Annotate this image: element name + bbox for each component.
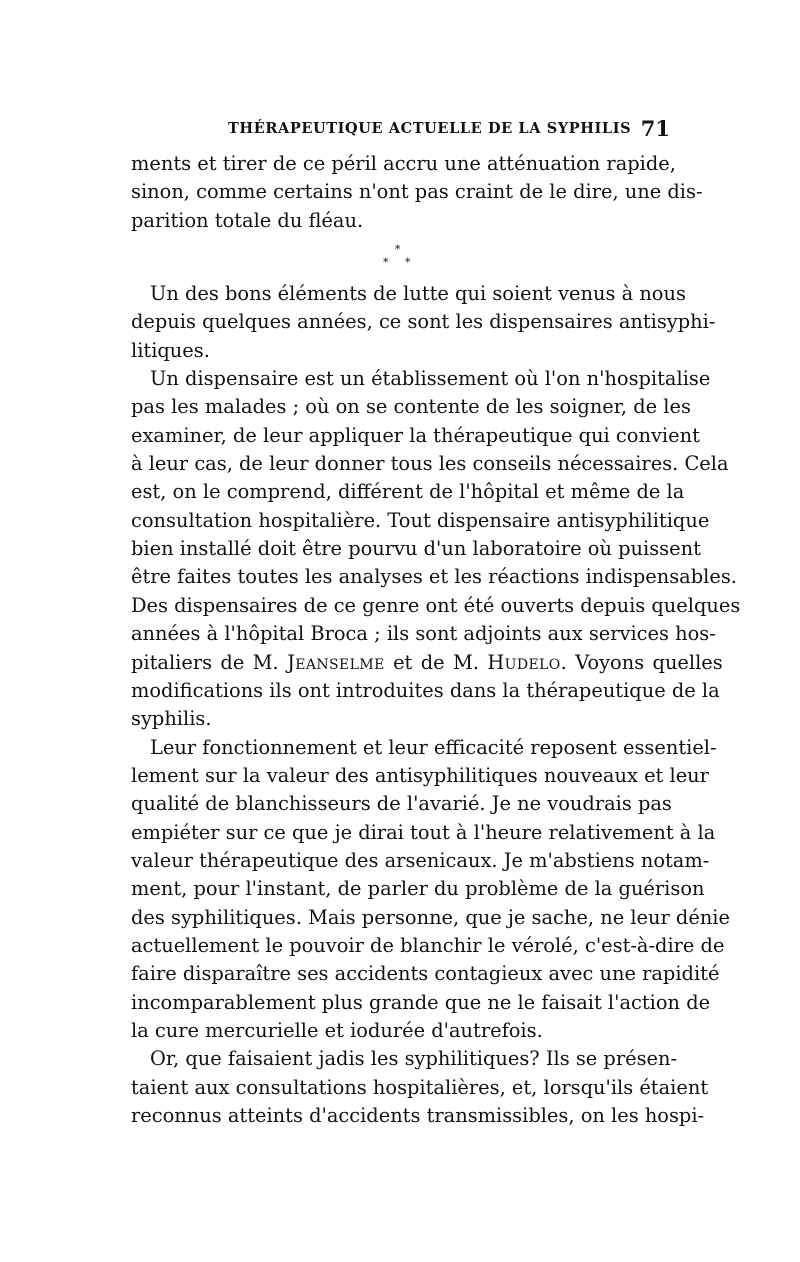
text-line: la cure mercurielle et iodurée d'autrefois. bbox=[131, 1018, 543, 1042]
text-line: lement sur la valeur des antisyphilitiques nouveaux et leur bbox=[131, 763, 709, 787]
text-line: faire disparaître ses accidents contagieux avec une rapidité bbox=[131, 962, 720, 986]
text-line: ments et tirer de ce péril accru une atténuation rapide, bbox=[131, 152, 676, 175]
text-line: parition totale du fléau. bbox=[131, 208, 364, 232]
text-line: pas les malades ; où on se contente de les soigner, de les bbox=[131, 395, 691, 419]
asterism-star: * bbox=[395, 243, 401, 257]
text-line: reconnus atteints d'accidents transmissibles, on les hospi- bbox=[131, 1104, 705, 1127]
text-line: actuellement le pouvoir de blanchir le vérolé, c'est-à-dire de bbox=[131, 933, 725, 957]
paragraph-dispensaire-definition bbox=[131, 365, 741, 733]
text-line: incomparablement plus grande que ne le faisait l'action de bbox=[131, 990, 711, 1014]
text-line: qualité de blanchisseurs de l'avarié. Je ne voudrais pas bbox=[131, 792, 672, 816]
text-line: années à l'hôpital Broca ; ils sont adjoints aux services hos- bbox=[131, 622, 716, 646]
paragraph-efficacite bbox=[131, 734, 730, 1046]
text-line: des syphilitiques. Mais personne, que je sache, ne leur dénie bbox=[131, 905, 730, 929]
text-line: litiques. bbox=[131, 338, 210, 362]
page-header bbox=[130, 116, 670, 140]
text-line: Un dispensaire est un établissement où l'on n'hospitalise bbox=[150, 367, 711, 391]
text-line: depuis quelques années, ce sont les dispensaires antisyphi- bbox=[131, 310, 716, 334]
text-line: empiéter sur ce que je dirai tout à l'heure relativement à la bbox=[131, 820, 716, 844]
text-line: ment, pour l'instant, de parler du problème de la guérison bbox=[131, 877, 705, 901]
text-line: valeur thérapeutique des arsenicaux. Je m'abstiens notam- bbox=[131, 848, 710, 872]
asterism-star: * bbox=[405, 256, 411, 270]
person-name-jeanselme: Jeanselme bbox=[287, 650, 385, 674]
paragraph-continuation bbox=[131, 150, 703, 235]
text-line: Leur fonctionnement et leur efficacité reposent essentiel- bbox=[150, 735, 717, 759]
asterism-star: * bbox=[383, 256, 389, 270]
text-fragment: . Voyons quelles bbox=[560, 650, 723, 674]
text-fragment: et de M. bbox=[384, 650, 488, 674]
text-line: à leur cas, de leur donner tous les conseils nécessaires. Cela bbox=[131, 452, 729, 476]
text-line: sinon, comme certains n'ont pas craint de le dire, une dis- bbox=[131, 180, 703, 204]
text-line: examiner, de leur appliquer la thérapeutique qui convient bbox=[131, 423, 700, 447]
text-line bbox=[131, 649, 723, 677]
paragraph-jadis bbox=[131, 1045, 709, 1130]
text-line: Or, que faisaient jadis les syphilitiques? Ils se présen- bbox=[150, 1047, 678, 1071]
text-line: modifications ils ont introduites dans la thérapeutique de la bbox=[131, 678, 720, 702]
text-line: est, on le comprend, différent de l'hôpital et même de la bbox=[131, 480, 685, 504]
text-line: syphilis. bbox=[131, 707, 212, 731]
text-line: bien installé doit être pourvu d'un laboratoire où puissent bbox=[131, 537, 701, 561]
text-line: Un des bons éléments de lutte qui soient venus à nous bbox=[150, 282, 686, 306]
text-line: Des dispensaires de ce genre ont été ouverts depuis quelques bbox=[131, 593, 741, 617]
body-text bbox=[131, 150, 741, 1130]
text-line: taient aux consultations hospitalières, et, lorsqu'ils étaient bbox=[131, 1075, 709, 1099]
running-title: THÉRAPEUTIQUE ACTUELLE DE LA SYPHILIS bbox=[228, 120, 632, 137]
text-fragment: pitaliers de M. bbox=[131, 650, 288, 674]
paragraph-dispensaires-intro bbox=[131, 280, 716, 365]
person-name-hudelo: Hudelo bbox=[487, 650, 561, 674]
page-number: 71 bbox=[640, 116, 670, 141]
section-asterism bbox=[131, 235, 669, 280]
text-line: être faites toutes les analyses et les réactions indispensables. bbox=[131, 565, 737, 589]
text-line: consultation hospitalière. Tout dispensaire antisyphilitique bbox=[131, 508, 710, 532]
